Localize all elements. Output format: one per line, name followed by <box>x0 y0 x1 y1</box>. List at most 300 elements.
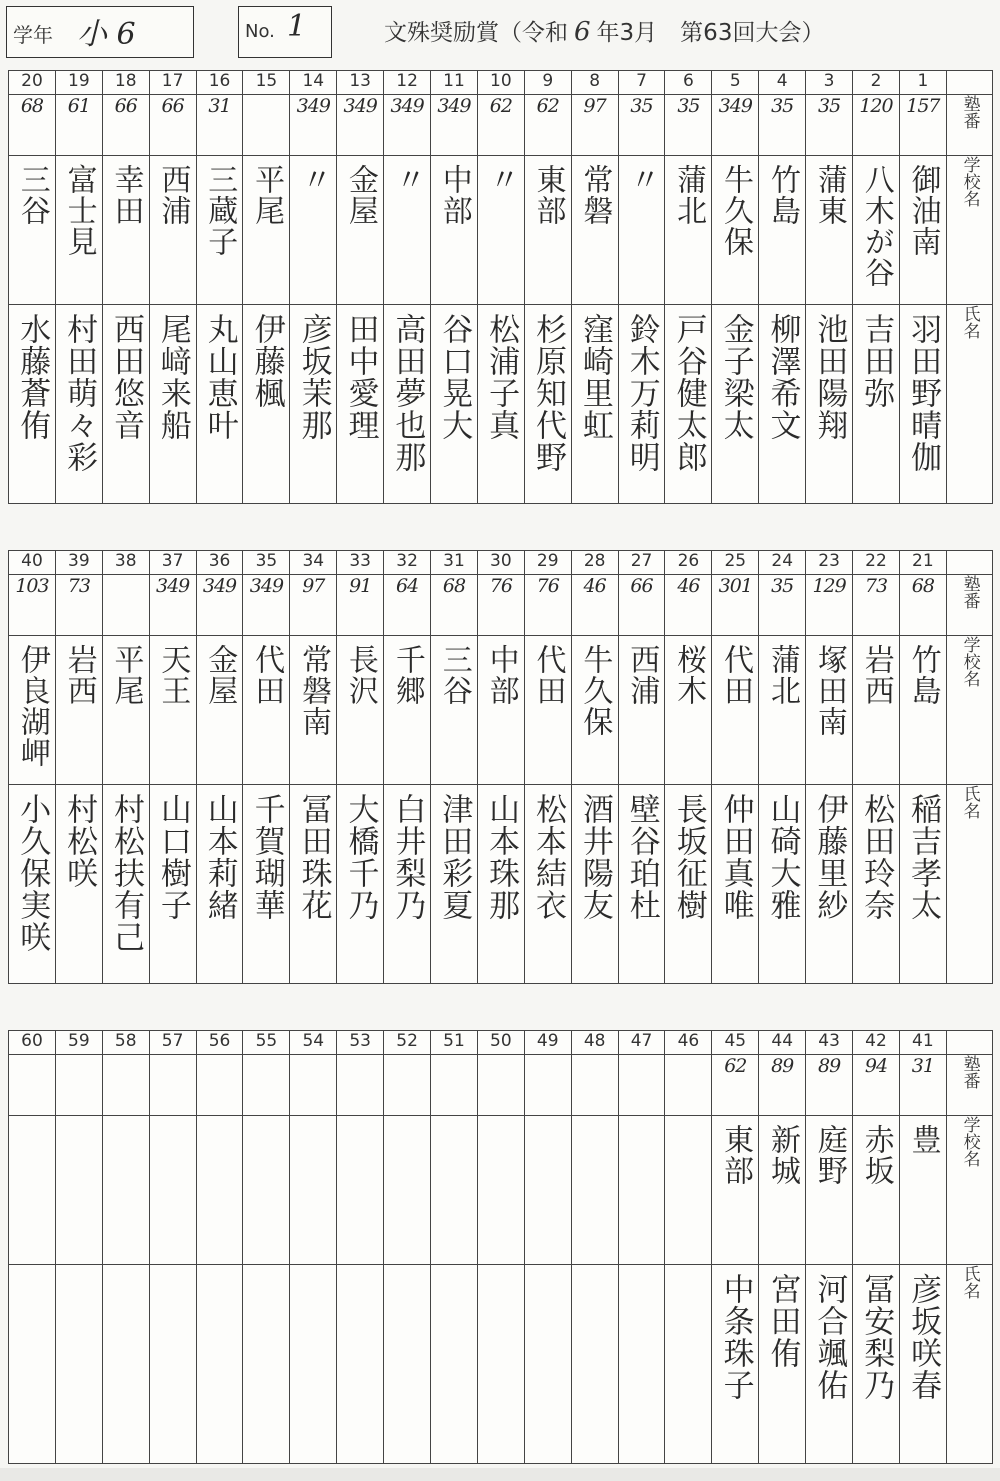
entry-number: 26 <box>665 551 712 575</box>
juku-number: 64 <box>384 575 431 636</box>
student-name <box>618 305 665 504</box>
student-name-text: 宮田侑 <box>764 1273 801 1369</box>
student-name-text: 田中愛理 <box>342 313 379 441</box>
school-name-text: 三蔵子 <box>202 164 238 257</box>
school-name-text: 代田 <box>249 644 285 706</box>
school-name <box>806 636 853 785</box>
student-name <box>665 305 712 504</box>
school-name <box>384 636 431 785</box>
school-name <box>102 156 149 305</box>
school-name <box>853 156 900 305</box>
entry-number: 53 <box>337 1031 384 1055</box>
juku-number: 46 <box>665 575 712 636</box>
sheet-number-box <box>238 6 332 58</box>
student-name <box>431 1265 478 1464</box>
entry-number: 7 <box>618 71 665 95</box>
school-row-label-text: 学校名 <box>959 1116 980 1167</box>
student-name <box>290 1265 337 1464</box>
entry-number: 19 <box>55 71 102 95</box>
student-name <box>524 1265 571 1464</box>
entry-number: 32 <box>384 551 431 575</box>
school-name <box>196 156 243 305</box>
school-name <box>618 636 665 785</box>
student-name <box>196 785 243 984</box>
entry-table-3 <box>8 1030 993 1464</box>
school-name-text: 千郷 <box>389 644 425 706</box>
juku-number: 35 <box>759 575 806 636</box>
student-name <box>196 1265 243 1464</box>
juku-number <box>290 1055 337 1116</box>
juku-number: 68 <box>431 575 478 636</box>
juku-number: 35 <box>759 95 806 156</box>
school-name <box>55 636 102 785</box>
juku-number: 62 <box>477 95 524 156</box>
student-name <box>806 305 853 504</box>
school-name <box>102 1116 149 1265</box>
entry-number: 43 <box>806 1031 853 1055</box>
entry-number: 37 <box>149 551 196 575</box>
entry-number: 34 <box>290 551 337 575</box>
juku-number <box>196 1055 243 1116</box>
student-name <box>618 785 665 984</box>
student-name <box>290 305 337 504</box>
student-name-text: 吉田弥 <box>858 313 895 409</box>
school-name-text: 常磐 <box>577 164 613 226</box>
school-name <box>337 156 384 305</box>
juku-number: 349 <box>337 95 384 156</box>
student-name <box>149 1265 196 1464</box>
school-name <box>431 1116 478 1265</box>
student-name <box>571 305 618 504</box>
school-name <box>477 1116 524 1265</box>
student-name <box>806 1265 853 1464</box>
student-name-text: 白井梨乃 <box>389 793 426 921</box>
student-name <box>571 785 618 984</box>
grade-label: 学年 <box>13 23 53 47</box>
student-name <box>337 785 384 984</box>
entry-number: 24 <box>759 551 806 575</box>
juku-number: 349 <box>149 575 196 636</box>
student-name <box>524 305 571 504</box>
school-name <box>524 156 571 305</box>
name-row-label-text: 氏名 <box>959 785 980 819</box>
school-row <box>9 1116 993 1265</box>
juku-row-label <box>946 95 992 156</box>
school-name-text: 三谷 <box>436 644 472 706</box>
student-name-text: 高田夢也那 <box>389 313 426 473</box>
student-name <box>899 1265 946 1464</box>
school-name <box>618 1116 665 1265</box>
school-name <box>243 1116 290 1265</box>
student-name-text: 河合颯佑 <box>811 1273 848 1401</box>
school-name-text: 西浦 <box>624 644 660 706</box>
juku-number <box>102 1055 149 1116</box>
school-name <box>243 636 290 785</box>
juku-row-label-text: 塾番 <box>959 1055 980 1089</box>
juku-number: 120 <box>853 95 900 156</box>
student-name <box>384 785 431 984</box>
entry-number: 2 <box>853 71 900 95</box>
juku-number <box>477 1055 524 1116</box>
school-name-text: 東部 <box>530 164 566 226</box>
school-name <box>9 636 56 785</box>
school-name-text: 岩西 <box>61 644 97 706</box>
school-name <box>899 156 946 305</box>
school-name-text: 代田 <box>718 644 754 706</box>
juku-number: 62 <box>524 95 571 156</box>
student-name <box>337 1265 384 1464</box>
entry-number: 40 <box>9 551 56 575</box>
title-year: 6 <box>574 17 591 47</box>
student-name-text: 村松咲 <box>61 793 98 889</box>
juku-number <box>55 1055 102 1116</box>
entry-number: 31 <box>431 551 478 575</box>
juku-number: 103 <box>9 575 56 636</box>
juku-number: 61 <box>55 95 102 156</box>
student-name-text: 柳澤希文 <box>764 313 801 441</box>
school-row-label <box>946 156 992 305</box>
student-name <box>243 1265 290 1464</box>
student-name <box>853 1265 900 1464</box>
student-name <box>712 785 759 984</box>
entry-number: 44 <box>759 1031 806 1055</box>
school-row-label-text: 学校名 <box>959 636 980 687</box>
entry-number: 49 <box>524 1031 571 1055</box>
entry-number: 21 <box>899 551 946 575</box>
juku-number: 349 <box>290 95 337 156</box>
school-name <box>337 636 384 785</box>
student-name-text: 山口樹子 <box>154 793 191 921</box>
student-name-text: 伊藤楓 <box>248 313 285 409</box>
entry-number: 1 <box>899 71 946 95</box>
student-name-text: 戸谷健太郎 <box>670 313 707 473</box>
entry-number: 42 <box>853 1031 900 1055</box>
school-name <box>337 1116 384 1265</box>
school-name-text: 〃 <box>296 164 332 195</box>
student-name <box>665 1265 712 1464</box>
school-name-text: 桜木 <box>671 644 707 706</box>
entry-number: 18 <box>102 71 149 95</box>
form-title <box>384 14 824 47</box>
school-name <box>290 1116 337 1265</box>
entry-number: 38 <box>102 551 149 575</box>
student-name <box>337 305 384 504</box>
school-name <box>149 156 196 305</box>
school-name <box>9 1116 56 1265</box>
school-name <box>665 636 712 785</box>
student-name <box>55 785 102 984</box>
student-name <box>853 305 900 504</box>
school-name-text: 金屋 <box>202 644 238 706</box>
number-row <box>9 551 993 575</box>
school-row-label <box>946 1116 992 1265</box>
student-name <box>853 785 900 984</box>
student-name-text: 金子梁太 <box>717 313 754 441</box>
entry-number: 23 <box>806 551 853 575</box>
school-name <box>384 156 431 305</box>
entry-number: 9 <box>524 71 571 95</box>
student-name <box>806 785 853 984</box>
school-name <box>759 1116 806 1265</box>
school-name-text: 〃 <box>624 164 660 195</box>
school-name <box>899 636 946 785</box>
juku-number: 129 <box>806 575 853 636</box>
entry-number: 20 <box>9 71 56 95</box>
student-name-text: 山本莉緒 <box>201 793 238 921</box>
student-name <box>712 1265 759 1464</box>
student-name-text: 山碕大雅 <box>764 793 801 921</box>
juku-number: 76 <box>477 575 524 636</box>
student-name <box>9 785 56 984</box>
name-row-label-text: 氏名 <box>959 305 980 339</box>
student-name <box>759 305 806 504</box>
school-name <box>665 156 712 305</box>
juku-row-label <box>946 575 992 636</box>
student-name <box>431 785 478 984</box>
entry-number: 45 <box>712 1031 759 1055</box>
juku-number: 349 <box>196 575 243 636</box>
school-name-text: 新城 <box>764 1124 800 1186</box>
student-name <box>384 305 431 504</box>
school-name <box>431 636 478 785</box>
juku-number <box>431 1055 478 1116</box>
student-name <box>665 785 712 984</box>
juku-number <box>665 1055 712 1116</box>
school-name-text: 代田 <box>530 644 566 706</box>
corner-cell <box>946 1031 992 1055</box>
juku-number <box>618 1055 665 1116</box>
name-row-label <box>946 1265 992 1464</box>
school-name <box>55 1116 102 1265</box>
student-name-text: 丸山恵叶 <box>201 313 238 441</box>
school-row-label <box>946 636 992 785</box>
entry-number: 50 <box>477 1031 524 1055</box>
entry-number: 56 <box>196 1031 243 1055</box>
student-name-text: 尾﨑来船 <box>154 313 191 441</box>
school-name-text: 三谷 <box>14 164 50 226</box>
entry-number: 48 <box>571 1031 618 1055</box>
school-name <box>524 1116 571 1265</box>
juku-number: 349 <box>384 95 431 156</box>
entry-number: 51 <box>431 1031 478 1055</box>
name-row-label <box>946 305 992 504</box>
number-row <box>9 71 993 95</box>
grade-box <box>6 6 194 58</box>
juku-number: 91 <box>337 575 384 636</box>
entry-number: 11 <box>431 71 478 95</box>
juku-row-label-text: 塾番 <box>959 575 980 609</box>
student-name-text: 壁谷珀杜 <box>623 793 660 921</box>
juku-number: 301 <box>712 575 759 636</box>
juku-number <box>384 1055 431 1116</box>
entry-number: 54 <box>290 1031 337 1055</box>
entry-table-1 <box>8 70 993 504</box>
student-name-text: 稲吉孝太 <box>905 793 942 921</box>
school-name <box>806 156 853 305</box>
student-name <box>55 305 102 504</box>
school-name-text: 蒲東 <box>811 164 847 226</box>
student-name <box>102 305 149 504</box>
title-suffix: 年3月 第63回大会） <box>596 20 825 46</box>
entry-number: 59 <box>55 1031 102 1055</box>
corner-cell <box>946 71 992 95</box>
school-name-text: 御油南 <box>905 164 941 257</box>
student-name-text: 中条珠子 <box>717 1273 754 1401</box>
entry-table-2 <box>8 550 993 984</box>
sheet-number-label: No. <box>245 21 275 42</box>
entry-number: 5 <box>712 71 759 95</box>
entry-number: 28 <box>571 551 618 575</box>
entry-number: 46 <box>665 1031 712 1055</box>
school-name-text: 竹島 <box>764 164 800 226</box>
juku-number: 46 <box>571 575 618 636</box>
student-name <box>759 1265 806 1464</box>
juku-number <box>149 1055 196 1116</box>
school-name-text: 牛久保 <box>577 644 613 737</box>
juku-number <box>243 1055 290 1116</box>
school-name-text: 幸田 <box>108 164 144 226</box>
juku-number: 66 <box>102 95 149 156</box>
school-name <box>759 156 806 305</box>
juku-number: 62 <box>712 1055 759 1116</box>
juku-number: 89 <box>806 1055 853 1116</box>
school-name <box>149 1116 196 1265</box>
entry-number: 13 <box>337 71 384 95</box>
entry-number: 10 <box>477 71 524 95</box>
entry-number: 12 <box>384 71 431 95</box>
student-name <box>384 1265 431 1464</box>
name-row <box>9 785 993 984</box>
juku-number: 97 <box>290 575 337 636</box>
juku-number: 68 <box>9 95 56 156</box>
juku-row <box>9 575 993 636</box>
juku-number: 35 <box>618 95 665 156</box>
school-name <box>806 1116 853 1265</box>
student-name <box>618 1265 665 1464</box>
student-name <box>149 305 196 504</box>
student-name <box>899 785 946 984</box>
name-row <box>9 1265 993 1464</box>
student-name-text: 松田玲奈 <box>858 793 895 921</box>
student-name <box>102 785 149 984</box>
school-name <box>665 1116 712 1265</box>
school-name <box>712 156 759 305</box>
school-name <box>102 636 149 785</box>
school-name-text: 常磐南 <box>296 644 332 737</box>
school-name <box>712 1116 759 1265</box>
school-name-text: 豊 <box>905 1124 941 1155</box>
school-name <box>759 636 806 785</box>
school-name-text: 八木が谷 <box>858 164 894 288</box>
corner-cell <box>946 551 992 575</box>
juku-number: 68 <box>899 575 946 636</box>
juku-number: 35 <box>806 95 853 156</box>
school-name <box>571 1116 618 1265</box>
entry-number: 35 <box>243 551 290 575</box>
school-name <box>431 156 478 305</box>
school-name-text: 天王 <box>155 644 191 706</box>
juku-number: 73 <box>55 575 102 636</box>
student-name-text: 村松扶有己 <box>108 793 144 953</box>
entry-number: 58 <box>102 1031 149 1055</box>
student-name-text: 村田萌々彩 <box>61 313 98 473</box>
juku-row-label <box>946 1055 992 1116</box>
scan-edge <box>0 1468 1000 1481</box>
student-name-text: 谷口晃大 <box>436 313 473 441</box>
school-name <box>571 156 618 305</box>
entry-number: 3 <box>806 71 853 95</box>
juku-number: 31 <box>899 1055 946 1116</box>
juku-number <box>9 1055 56 1116</box>
school-row-label-text: 学校名 <box>959 156 980 207</box>
entry-number: 22 <box>853 551 900 575</box>
entry-number: 16 <box>196 71 243 95</box>
student-name-text: 冨安梨乃 <box>858 1273 895 1401</box>
title-prefix: 文殊奨励賞（令和 <box>384 20 568 46</box>
juku-number <box>102 575 149 636</box>
juku-number <box>243 95 290 156</box>
juku-number <box>524 1055 571 1116</box>
student-name <box>243 785 290 984</box>
student-name <box>196 305 243 504</box>
school-name <box>55 156 102 305</box>
school-name <box>290 636 337 785</box>
juku-number: 94 <box>853 1055 900 1116</box>
school-name-text: 庭野 <box>811 1124 847 1186</box>
sheet-number-value: 1 <box>287 9 307 44</box>
student-name-text: 仲田真唯 <box>717 793 754 921</box>
student-name <box>524 785 571 984</box>
student-name <box>899 305 946 504</box>
student-name-text: 長坂征樹 <box>670 793 707 921</box>
entry-number: 39 <box>55 551 102 575</box>
student-name <box>571 1265 618 1464</box>
entry-number: 60 <box>9 1031 56 1055</box>
student-name-text: 松浦子真 <box>483 313 520 441</box>
entry-number: 17 <box>149 71 196 95</box>
entry-number: 41 <box>899 1031 946 1055</box>
school-name-text: 赤坂 <box>858 1124 894 1186</box>
juku-number: 349 <box>712 95 759 156</box>
school-name-text: 平尾 <box>108 644 144 706</box>
number-row <box>9 1031 993 1055</box>
school-name <box>712 636 759 785</box>
juku-number: 31 <box>196 95 243 156</box>
student-name-text: 窪崎里虹 <box>576 313 613 441</box>
school-name <box>290 156 337 305</box>
student-name <box>290 785 337 984</box>
school-name <box>524 636 571 785</box>
school-name <box>243 156 290 305</box>
grade-value: 小 6 <box>77 17 136 52</box>
school-name-text: 岩西 <box>858 644 894 706</box>
school-name-text: 〃 <box>389 164 425 195</box>
student-name-text: 鈴木万莉明 <box>623 313 660 473</box>
entry-number: 30 <box>477 551 524 575</box>
school-name <box>9 156 56 305</box>
juku-number <box>571 1055 618 1116</box>
juku-row-label-text: 塾番 <box>959 95 980 129</box>
juku-number: 349 <box>431 95 478 156</box>
entry-number: 8 <box>571 71 618 95</box>
student-name-text: 羽田野晴伽 <box>905 313 942 473</box>
student-name <box>149 785 196 984</box>
juku-number: 35 <box>665 95 712 156</box>
school-name-text: 〃 <box>483 164 519 195</box>
school-name <box>384 1116 431 1265</box>
school-name <box>149 636 196 785</box>
student-name-text: 西田悠音 <box>108 313 144 441</box>
